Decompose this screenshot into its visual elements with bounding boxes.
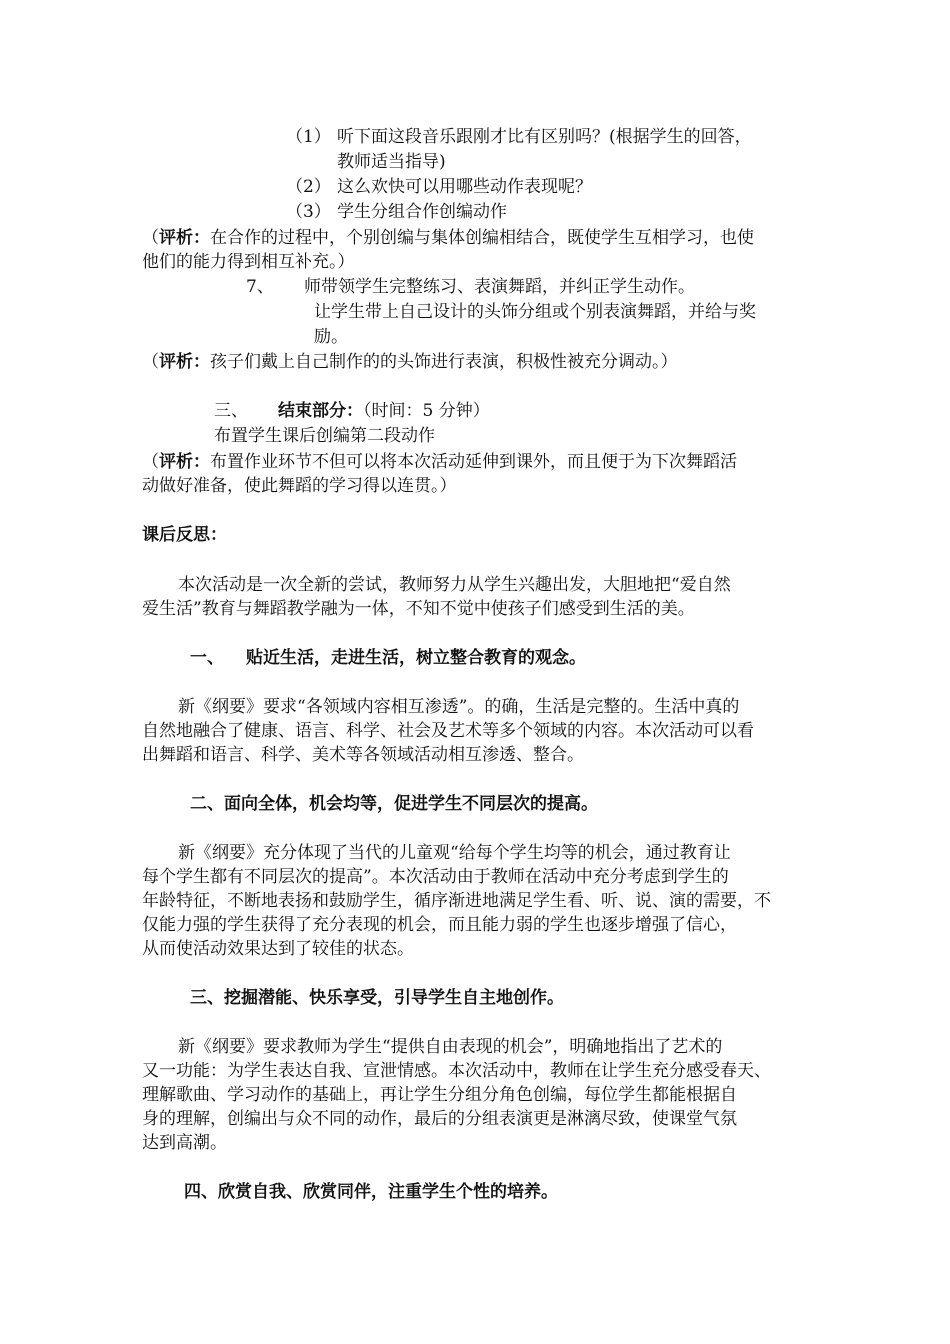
point-2-body-line-2: 每个学生都有不同层次的提高”。本次活动由于教师在活动中充分考虑到学生的 (142, 867, 729, 887)
point-1-body-line-1: 新《纲要》要求“各领域内容相互渗透”。的确，生活是完整的。生活中真的 (178, 697, 740, 717)
comment-3-line-2: 动做好准备，使此舞蹈的学习得以连贯。） (142, 476, 457, 496)
point-1-body-line-2: 自然地融合了健康、语言、科学、社会及艺术等多个领域的内容。本次活动可以看 (142, 721, 754, 741)
point-2-body-line-4: 仅能力强的学生获得了充分表现的机会，而且能力弱的学生也逐步增强了信心， (142, 915, 737, 935)
reflection-intro-line-2: 爱生活”教育与舞蹈教学融为一体，不知不觉中使孩子们感受到生活的美。 (142, 599, 695, 619)
point-3-body-line-1: 新《纲要》要求教师为学生“提供自由表现的机会”，明确地指出了艺术的 (178, 1037, 723, 1057)
comment-1-line-1 (142, 226, 754, 250)
section-3-task: 布置学生课后创编第二段动作 (214, 426, 435, 446)
comment-3-open: （ (142, 452, 159, 472)
comment-3-label: 评析： (159, 452, 210, 472)
point-3-title: 三、挖掘潜能、快乐享受，引导学生自主地创作。 (190, 988, 564, 1008)
point-2-body-line-3: 年龄特征，不断地表扬和鼓励学生，循序渐进地满足学生看、听、说、演的需要，不 (142, 891, 771, 911)
step-7-detail-line-1: 让学生带上自己设计的头饰分组或个别表演舞蹈，并给与奖 (314, 302, 756, 322)
list-item-2: 这么欢快可以用哪些动作表现呢？ (337, 177, 592, 197)
point-3-body-line-5: 达到高潮。 (142, 1133, 227, 1153)
comment-3-line-1 (142, 450, 737, 474)
point-1-body-line-3: 出舞蹈和语言、科学、美术等各领域活动相互渗透、整合。 (142, 745, 584, 765)
comment-1-open: （ (142, 228, 159, 248)
reflection-intro-line-1: 本次活动是一次全新的尝试，教师努力从学生兴趣出发，大胆地把“爱自然 (178, 575, 731, 595)
comment-1-line-2: 他们的能力得到相互补充。） (142, 252, 355, 272)
list-number-2: （2） (286, 177, 331, 197)
point-2-body-line-1: 新《纲要》充分体现了当代的儿童观“给每个学生均等的机会，通过教育让 (178, 843, 731, 863)
list-item-1: 听下面这段音乐跟刚才比有区别吗？(根据学生的回答， (337, 127, 752, 147)
section-3-title: 结束部分： (278, 401, 363, 421)
comment-2-label: 评析： (159, 352, 210, 372)
point-2-title: 二、面向全体，机会均等，促进学生不同层次的提高。 (190, 794, 598, 814)
step-7-detail-line-2: 励。 (314, 327, 348, 347)
point-1-title: 贴近生活，走进生活，树立整合教育的观念。 (246, 648, 586, 668)
point-4-title: 四、欣赏自我、欣赏同伴，注重学生个性的培养。 (184, 1182, 558, 1202)
point-3-body-line-2: 又一功能：为学生表达自我、宣泄情感。本次活动中，教师在让学生充分感受春天、 (142, 1061, 771, 1081)
comment-2 (142, 350, 678, 374)
list-number-1: （1） (286, 127, 331, 147)
point-3-body-line-3: 理解歌曲、学习动作的基础上，再让学生分组分角色创编，每位学生都能根据自 (142, 1085, 737, 1105)
comment-3-text: 布置作业环节不但可以将本次活动延伸到课外，而且便于为下次舞蹈活 (210, 452, 737, 472)
section-3-heading (278, 399, 490, 423)
list-number-3: （3） (286, 202, 331, 222)
point-1-number: 一、 (190, 648, 224, 668)
comment-2-open: （ (142, 352, 159, 372)
list-item-1-continued: 教师适当指导) (337, 152, 446, 172)
comment-1-text: 在合作的过程中，个别创编与集体创编相结合，既使学生互相学习，也使 (210, 228, 754, 248)
point-3-body-line-4: 身的理解，创编出与众不同的动作，最后的分组表演更是淋漓尽致，使课堂气氛 (142, 1109, 737, 1129)
comment-2-text: 孩子们戴上自己制作的的头饰进行表演，积极性被充分调动。） (210, 352, 678, 372)
point-2-body-line-5: 从而使活动效果达到了较佳的状态。 (142, 939, 414, 959)
comment-1-label: 评析： (159, 228, 210, 248)
section-3-number: 三、 (214, 401, 248, 421)
step-7-text: 师带领学生完整练习、表演舞蹈，并纠正学生动作。 (304, 277, 695, 297)
step-7-number: 7、 (246, 277, 274, 297)
reflection-heading: 课后反思： (142, 525, 227, 545)
list-item-3: 学生分组合作创编动作 (337, 202, 507, 222)
section-3-time: （时间：5 分钟） (363, 401, 490, 421)
